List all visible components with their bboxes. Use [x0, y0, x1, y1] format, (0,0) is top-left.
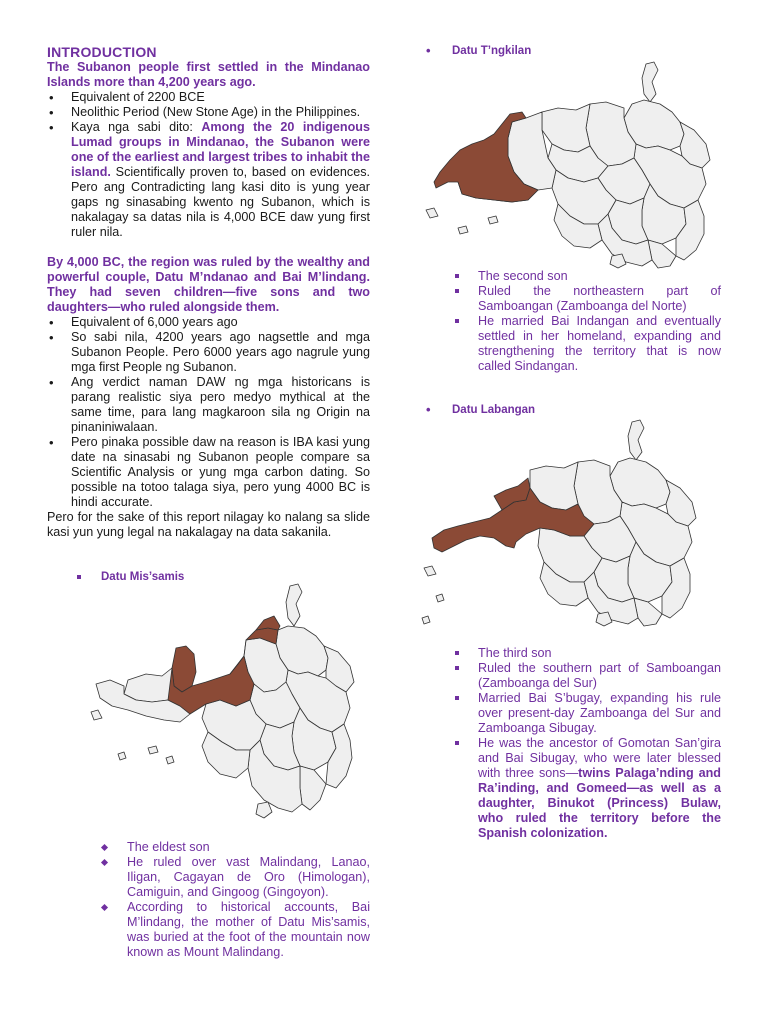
map-region — [118, 752, 126, 760]
map-region — [148, 746, 158, 754]
map-region — [300, 766, 326, 810]
bullet-text: The second son — [478, 269, 568, 283]
map-region — [286, 584, 302, 626]
list-item — [47, 120, 370, 240]
map-region — [642, 62, 658, 102]
datu-labangan-title: • Datu Labangan — [452, 403, 535, 418]
list-item — [452, 646, 721, 661]
list-item: • Ang verdict naman DAW ng mga historicans is parang realistic siya pero medyo mythical at the same time, para lang magkaroon sila ng Origin na pinaniniwalaan. — [47, 375, 370, 435]
mindanao-map-labangan — [418, 418, 718, 633]
map-region — [634, 598, 662, 626]
map-region — [542, 104, 590, 152]
bullet-text: He married Bai Indangan and eventually settled in her homeland, expanding and strengthening the territory that is now called Sindangan. — [478, 314, 721, 373]
map-region — [166, 756, 174, 764]
bullet-text-bold: twins Palaga’nding and Ra’inding, and Gomeed—as well as a daughter, Binukot (Princess) Bulaw, who ruled the territory before the Spanish colonization. — [478, 766, 721, 840]
list-item: • Neolithic Period (New Stone Age) in the Philippines. — [47, 105, 370, 120]
map-region-highlighted — [172, 646, 196, 692]
ruling-bullets — [47, 315, 370, 510]
closing-paragraph: Pero for the sake of this report nilagay ko nalang sa slide kasi yun yung legal na nakalagay na data sakanila. — [47, 510, 370, 539]
left-column — [47, 44, 370, 540]
datu-tngkilan-bullets — [452, 269, 721, 374]
intro-bullets — [47, 90, 370, 240]
map-region — [648, 240, 676, 268]
bullet-text: The third son — [478, 646, 552, 660]
list-item — [452, 691, 721, 736]
bullet-text: According to historical accounts, Bai M’lindang, the mother of Datu Mis’samis, was buried at the foot of the mountain now known as Mount Malindang. — [127, 900, 370, 959]
map-region — [628, 420, 644, 460]
map-region — [422, 616, 430, 624]
mindanao-map-missamis — [88, 582, 360, 822]
list-item — [452, 661, 721, 691]
mindanao-map-tngkilan — [418, 60, 718, 270]
bullet-text: Ruled the southern part of Samboangan (Zamboanga del Sur) — [478, 661, 721, 690]
ruling-couple-lead: By 4,000 BC, the region was ruled by the wealthy and powerful couple, Datu M’ndanao and Bai M’lindang. They had seven children—five sons and two daughters—who ruled alongside them. — [47, 255, 370, 314]
map-region-highlighted — [256, 616, 280, 630]
map-region — [91, 710, 102, 720]
datu-missamis-title: Datu Mis’samis — [101, 571, 185, 583]
datu-labangan-bullets — [452, 646, 721, 841]
map-region — [458, 226, 468, 234]
map-region — [256, 802, 272, 818]
list-item — [99, 900, 370, 960]
map-region — [124, 668, 174, 702]
datu-tngkilan-title: • Datu T’ngkilan — [452, 44, 531, 59]
list-item — [452, 269, 721, 284]
bullet-text: Ruled the northeastern part of Samboangan (Zamboanga del Norte) — [478, 284, 721, 313]
map-region — [436, 594, 444, 602]
kaya-rest: Scientifically proven to, based on evidences. Pero ang Contradicting lang kasi dito is yung year gaps ng sinasabing kwento ng Subanon, which is nakalagay sa datas nila is 4,000 BCE daw yung first ruler nila. — [71, 165, 370, 239]
kaya-bold: Among the 20 indigenous Lumad groups in Mindanao, the Subanon were one of the earliest and largest tribes to inhabit the island. — [71, 120, 371, 179]
map-region — [424, 566, 436, 576]
map-region — [426, 208, 438, 218]
list-item — [99, 840, 370, 855]
list-item: • So sabi nila, 4200 years ago nagsettle and mga Subanon People. Pero 6000 years ago nagrule yung mga first People ng Subanon. — [47, 330, 370, 375]
map-region — [488, 216, 498, 224]
list-item — [452, 314, 721, 374]
bullet-text: The eldest son — [127, 840, 210, 854]
intro-lead: The Subanon people first settled in the Mindanao Islands more than 4,200 years ago. — [47, 60, 370, 89]
introduction-heading: INTRODUCTION — [47, 44, 157, 60]
list-item: • Equivalent of 6,000 years ago — [47, 315, 370, 330]
kaya-prefix: Kaya nga sabi dito: — [71, 120, 202, 134]
bullet-text: He ruled over vast Malindang, Lanao, Iligan, Cagayan de Oro (Himologan), Camiguin, and Gingoog (Gingoyon). — [127, 855, 370, 899]
bullet-text: Married Bai S’bugay, expanding his rule over present-day Zamboanga del Sur and Zamboanga Sibugay. — [478, 691, 721, 735]
bullet-text-plain: He was the ancestor of Gomotan San’gira and Bai Sibugay, who were later blessed with three sons— — [478, 736, 721, 780]
list-item: • Equivalent of 2200 BCE — [47, 90, 370, 105]
list-item — [452, 284, 721, 314]
datu-missamis-bullets — [99, 840, 370, 960]
list-item: • Pero pinaka possible daw na reason is IBA kasi yung date na sinasabi ng Subanon people compare sa Scientific Analysis or yung mga carbon dating. So possible na totoo talaga siya, pero yung 4000 BC is hindi accurate. — [47, 435, 370, 510]
list-item — [99, 855, 370, 900]
list-item — [452, 736, 721, 841]
